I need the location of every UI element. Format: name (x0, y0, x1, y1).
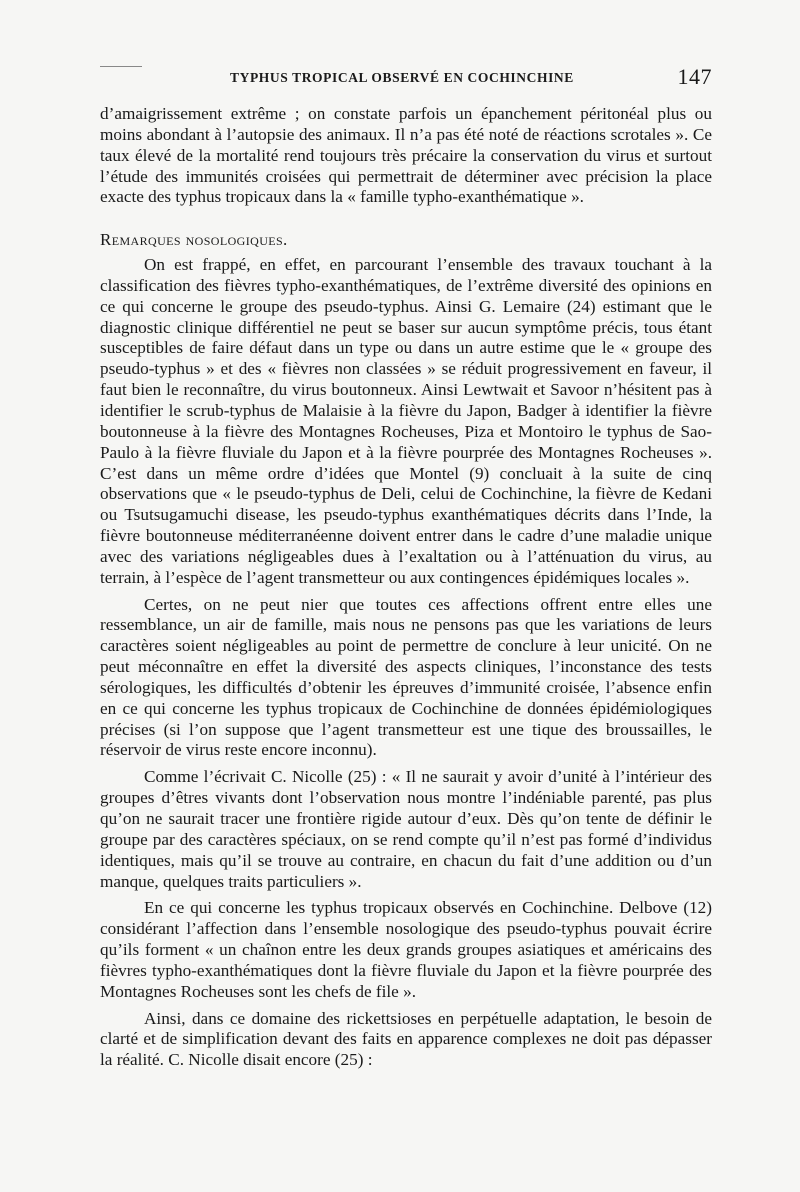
body-text (100, 104, 712, 1071)
running-title: TYPHUS TROPICAL OBSERVÉ EN COCHINCHINE (230, 70, 574, 85)
paragraph: Certes, on ne peut nier que toutes ces affections offrent entre elles une ressemblance, un air de famille, mais nous ne pensons pas que les variations de leurs caractères soient négligeables au point de permettre de conclure à leur unicité. On ne peut méconnaître en effet la diversité des aspects cliniques, l’inconstance des tests sérologiques, les difficultés d’obtenir les épreuves d’immunité croisée, l’absence enfin en ce qui concerne les typhus tropicaux de Cochinchine de données épidémiologiques précises (si l’on suppose que l’agent transmetteur est une tique des broussailles, le réservoir de virus reste encore inconnu). (100, 594, 712, 760)
paragraph: On est frappé, en effet, en parcourant l’ensemble des travaux touchant à la classification des fièvres typho-exanthématiques, de l’extrême diversité des opinions en ce qui concerne le groupe des pseudo-typhus. Ainsi G. Lemaire (24) estimant que le diagnostic clinique différentiel ne peut se baser sur aucun symptôme précis, tous étant susceptibles de faire défaut dans un type ou dans un autre estime que le « groupe des pseudo-typhus » et des « fièvres non classées » se réduit progressivement en faveur, il faut bien le reconnaître, du virus boutonneux. Ainsi Lewtwait et Savoor n’hésitent pas à identifier le scrub-typhus de Malaisie à la fièvre du Japon, Badger à identifier la fièvre boutonneuse à la fièvre des Montagnes Rocheuses, Piza et Montoiro le typhus de Sao-Paulo à la fièvre fluviale du Japon et à la fièvre pourprée des Montagnes Rocheuses ». C’est dans un même ordre d’idées que Montel (9) concluait à la suite de cinq observations que « le pseudo-typhus de Deli, celui de Cochinchine, la fièvre de Kedani ou Tsutsugamuchi disease, les pseudo-typhus exanthématiques décrits dans l’Inde, la fièvre boutonneuse méditerranéenne doivent entrer dans le cadre d’une maladie unique avec des variations négligeables dues à l’exaltation ou à l’atténuation du virus, au terrain, à l’espèce de l’agent transmetteur ou aux contingences épidémiques locales ». (100, 255, 712, 587)
paragraph: Comme l’écrivait C. Nicolle (25) : « Il ne saurait y avoir d’unité à l’intérieur des groupes d’êtres vivants dont l’observation nous montre l’indéniable parenté, pas plus qu’on ne saurait tracer une frontière rigide autour d’eux. Dès qu’on tente de définir le groupe par des caractères spéciaux, on se rend compte qu’il n’est pas formé d’individus identiques, mais qu’il se trouve au contraire, en chacun du fait d’une addition ou d’un manque, quelques traits particuliers ». (100, 767, 712, 891)
paragraph: En ce qui concerne les typhus tropicaux observés en Cochinchine. Delbove (12) considérant l’affection dans l’ensemble nosologique des pseudo-typhus pouvait écrire qu’ils forment « un chaînon entre les deux grands groupes asiatiques et américains des fièvres typho-exanthématiques dont la fièvre fluviale du Japon et la fièvre pourprée des Montagnes Rocheuses sont les chefs de file ». (100, 898, 712, 1001)
section-heading: Remarques nosologiques. (100, 230, 288, 250)
running-header (100, 62, 712, 92)
paragraph: Ainsi, dans ce domaine des rickettsioses en perpétuelle adaptation, le besoin de clarté et de simplification devant des faits en apparence complexes ne doit pas dépasser la réalité. C. Nicolle disait encore (25) : (100, 1008, 712, 1070)
header-rule-mark (100, 66, 142, 81)
page-number: 147 (677, 64, 712, 89)
paragraph-continued: d’amaigrissement extrême ; on constate parfois un épanchement péritonéal plus ou moins abondant à l’autopsie des animaux. Il n’a pas été noté de réactions scrotales ». Ce taux élevé de la mortalité rend toujours très précaire la conservation du virus et surtout l’étude des immunités croisées qui permettrait de déterminer avec précision la place exacte des typhus tropicaux dans la « famille typho-exanthématique ». (100, 104, 712, 207)
